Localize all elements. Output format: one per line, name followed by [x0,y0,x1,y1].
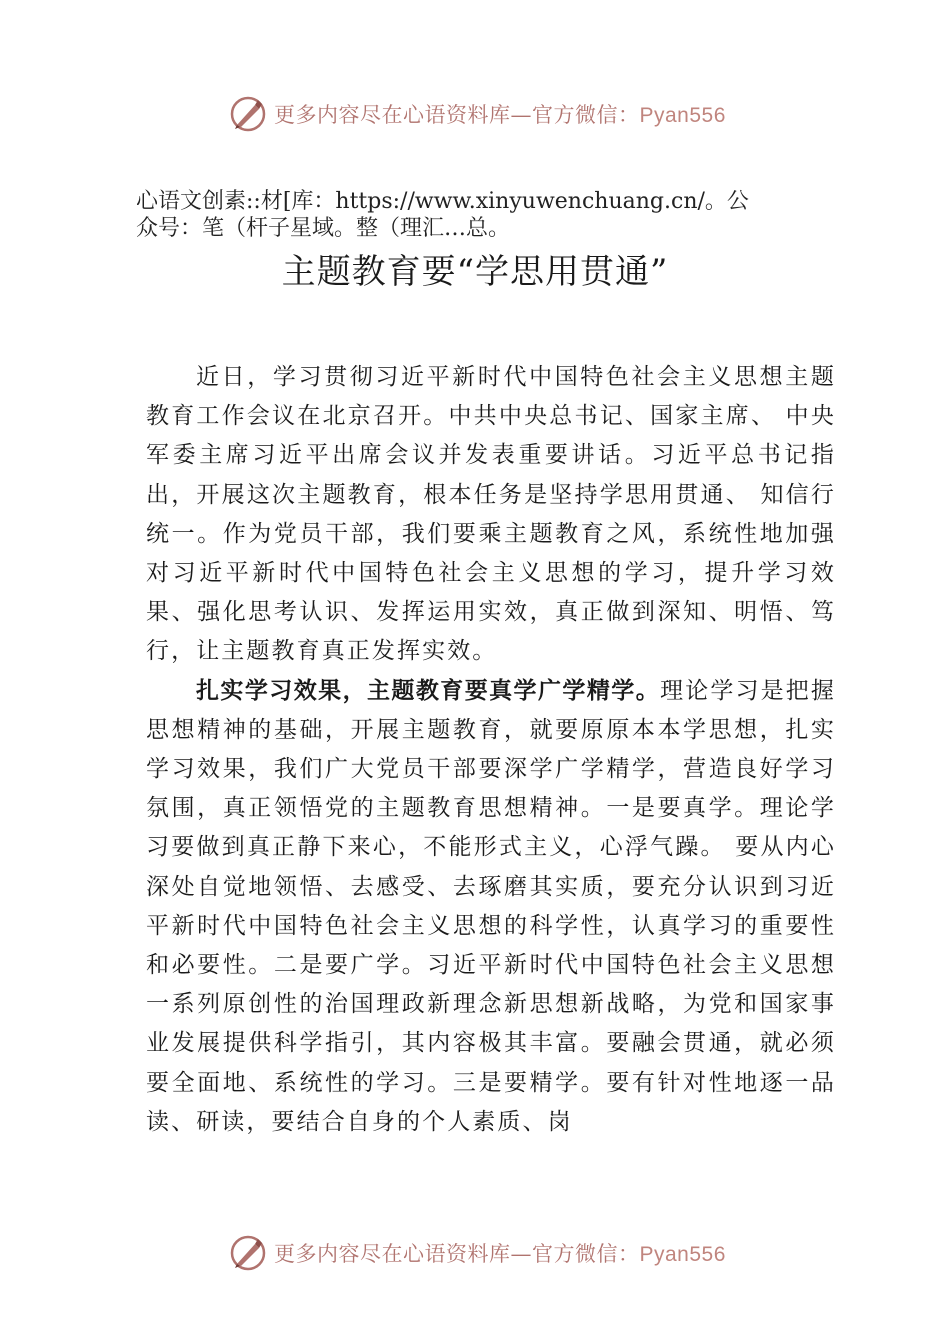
source-note [136,188,826,242]
pen-logo-icon [228,94,268,134]
footer-watermark-text [274,1238,726,1268]
watermark-caption: 更多内容尽在心语资料库—官方微信： [274,103,640,127]
wechat-id: Pyan556 [639,1243,726,1266]
source-note-line-1: 心语文创素::材[库：https://www.xinyuwenchuang.cn/。公 [136,189,749,214]
paragraph-2 [146,672,836,1142]
paragraph-1: 近日，学习贯彻习近平新时代中国特色社会主义思想主题教育工作会议在北京召开。中共中央总书记、国家主席、 中央军委主席习近平出席会议并发表重要讲话。习近平总书记指出，开展这次主题教育，根本任务是坚持学思用贯通、 知信行统一。作为党员干部，我们要乘主题教育之风，系统性地加强对习近平新时代中国特色社会主义思想的学习，提升学习效果、强化思考认识、发挥运用实效，真正做到深知、明悟、笃行，让主题教育真正发挥实效。 [146,364,836,665]
source-note-line-2: 众号：笔（杆子星域。整（理汇…总。 [136,216,511,241]
header-watermark-text [274,99,726,129]
pen-logo-icon [228,1233,268,1273]
footer-watermark-banner [228,1233,728,1273]
article-title: 主题教育要“学思用贯通” [281,252,669,292]
header-watermark-banner [228,94,728,134]
article-body [146,358,836,1142]
wechat-id: Pyan556 [639,104,726,127]
paragraph-2-text: 理论学习是把握思想精神的基础，开展主题教育，就要原原本本学思想，扎实学习效果，我们广大党员干部要深学广学精学，营造良好学习氛围，真正领悟党的主题教育思想精神。一是要真学。理论学习要做到真正静下来心，不能形式主义，心浮气躁。 要从内心深处自觉地领悟、去感受、去琢磨其实质，要充分认识到习近平新时代中国特色社会主义思想的科学性，认真学习的重要性和必要性。二是要广学。习近平新时代中国特色社会主义思想一系列原创性的治国理政新理念新思想新战略，为党和国家事业发展提供科学指引，其内容极其丰富。要融会贯通，就必须要全面地、系统性的学习。三是要精学。要有针对性地逐一品读、研读，要结合自身的个人素质、岗 [146,677,836,1135]
paragraph-2-lead: 扎实学习效果，主题教育要真学广学精学。 [196,677,661,704]
watermark-caption: 更多内容尽在心语资料库—官方微信： [274,1242,640,1266]
